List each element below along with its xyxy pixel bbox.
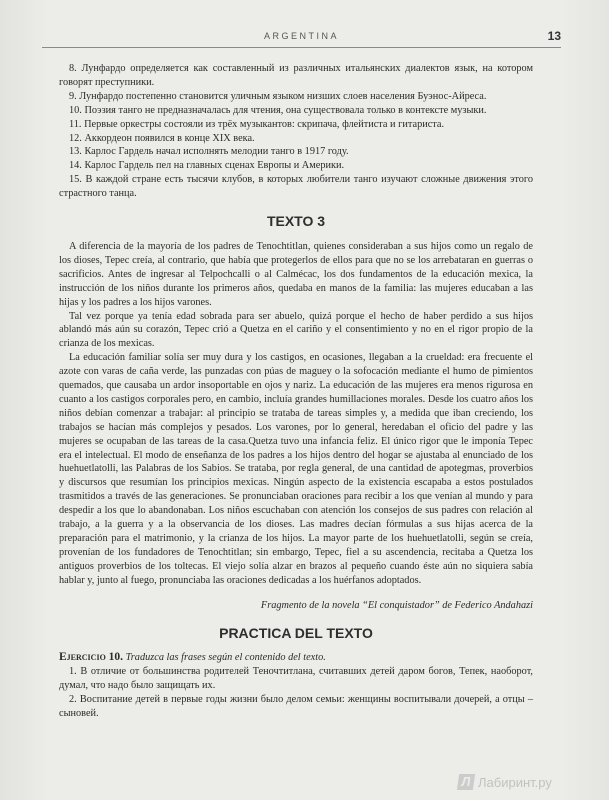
exercise-sentence: 1. В отличие от большинства родителей Теночтитлана, считавших детей даром богов, Тепек, наоборот, думал, что надо было защищать их.	[59, 666, 533, 692]
texto3-paragraph: A diferencia de la mayoría de los padres de Tenochtitlan, quienes consideraban a sus hijos como un regalo de los dioses, Tepec creía, al contrario, que había que protegerlos de ellos para que no se los arrebataran en guerras o sacrificios. Antes de ingresar al Telpochcalli o al Calmécac, los dos fundamentos de la educación mexica, la instrucción de los niños durante los primeros años, quedaba en manos de la familia: las mujeres educaban a las hijas y los padres a los hijos varones.	[59, 240, 533, 308]
source-caption: Fragmento de la novela “El conquistador” de Federico Andahazi	[260, 599, 533, 611]
practica-title: PRACTICA DEL TEXTO	[219, 624, 373, 641]
running-title: ARGENTINA	[263, 31, 339, 41]
watermark-text: Лабиринт.ру	[478, 774, 552, 790]
labirint-logo-icon: Л	[457, 774, 475, 790]
exercise-heading	[59, 651, 533, 665]
page-number: 13	[547, 29, 561, 43]
exercise-instruction: Traduzca las frases según el contenido del texto.	[125, 652, 326, 664]
statement-13: 13. Карлос Гардель начал исполнять мелодии танго в 1917 году.	[69, 146, 349, 158]
texto3-paragraph: La educación familiar solía ser muy dura y los castigos, en ocasiones, llegaban a la crueldad: era frecuente el azote con varas de caña verde, las punzadas con púas de maguey o la sofocación mediante el humo de pimientos quemados, que causaba un ardor insoportable en ojos y nariz. La educación de las mujeres era menos rigurosa en cuanto a los castigos corporales pero, en cambio, incluía grandes humillaciones morales. Desde los cuatro años los niños debían comenzar a trabajar: al principio se trataba de tareas simples y, a medida que iban creciendo, los trabajos se hacían más complejos y pesados. Los varones, por lo general, heredaban el oficio del padre y las mujeres se ocupaban de las tareas de la casa.Quetza tuvo una infancia feliz. El único rigor que le imponía Tepec era el intelectual. El modo de enseñanza de los padres a los hijos dentro del hogar se ajustaba al enunciado de los huehuetlatolli, las Palabras de los Sabios. Se trataba, por regla general, de una cantidad de apotegmas, proverbios y discursos que resumían los principios mexicas. Ningún aspecto de la existencia escapaba a estos postulados trasmitidos a través de las generaciones. Se pronunciaban oraciones para recibir a los que venían al mundo y para despedir a los que lo abandonaban. Los niños escuchaban con atención los consejos de sus padres con relación al trabajo, a la guerra y a la observancia de los dioses. Las madres decían fórmulas a sus hijas acerca de la preparación para el matrimonio, y la crianza de los hijos. La mayor parte de los huehuetlatolli, según se creía, provenían de los fundadores de Tenochtitlan; sin embargo, Tepec, fiel a su ascendencia, recitaba a Quetza los antiguos proverbios de los toltecas. El viejo solía alzar en brazos al pequeño cuando éste aún no siquiera sabía hablar y, junto al fuego, pronunciaba las oraciones dedicadas a los huérfanos adoptados.	[59, 352, 533, 586]
statement-10: 10. Поэзия танго не предназначалась для чтения, она существовала только в контексте музыки.	[69, 104, 487, 116]
watermark	[458, 768, 603, 796]
exercise-10	[59, 651, 533, 721]
page-content	[59, 62, 533, 721]
texto3-title: TEXTO 3	[266, 213, 326, 230]
statement-list	[59, 62, 533, 201]
texto3-body	[59, 240, 533, 588]
statement-9: 9. Лунфардо постепенно становится уличным языком низших слоев населения Буэнос-Айреса.	[69, 90, 487, 102]
exercise-sentence: 2. Воспитание детей в первые годы жизни было делом семьи: женщины воспитывали дочерей, а отцы – сыновей.	[59, 694, 533, 720]
page-header	[42, 29, 561, 48]
texto3-paragraph: Tal vez porque ya tenía edad sobrada para ser abuelo, quizá porque el hecho de haber perdido a sus hijos ablandó más aún su corazón, Tepec crió a Quetza en el cariño y el consentimiento y no en el rigor propio de la crianza de los mexicas.	[59, 310, 533, 350]
exercise-label: Ejercicio 10.	[59, 651, 124, 664]
statement-14: 14. Карлос Гардель пел на главных сценах Европы и Америки.	[69, 160, 345, 172]
statement-11: 11. Первые оркестры состояли из трёх музыкантов: скрипача, флейтиста и гитариста.	[69, 118, 445, 130]
statement-15: 15. В каждой стране есть тысячи клубов, в которых любители танго изучают сложные движения этого страстного танца.	[59, 174, 533, 200]
statement-8: 8. Лунфардо определяется как составленный из различных итальянских диалектов язык, на котором говорят преступники.	[59, 63, 533, 88]
statement-12: 12. Аккордеон появился в конце XIX века.	[69, 132, 255, 144]
